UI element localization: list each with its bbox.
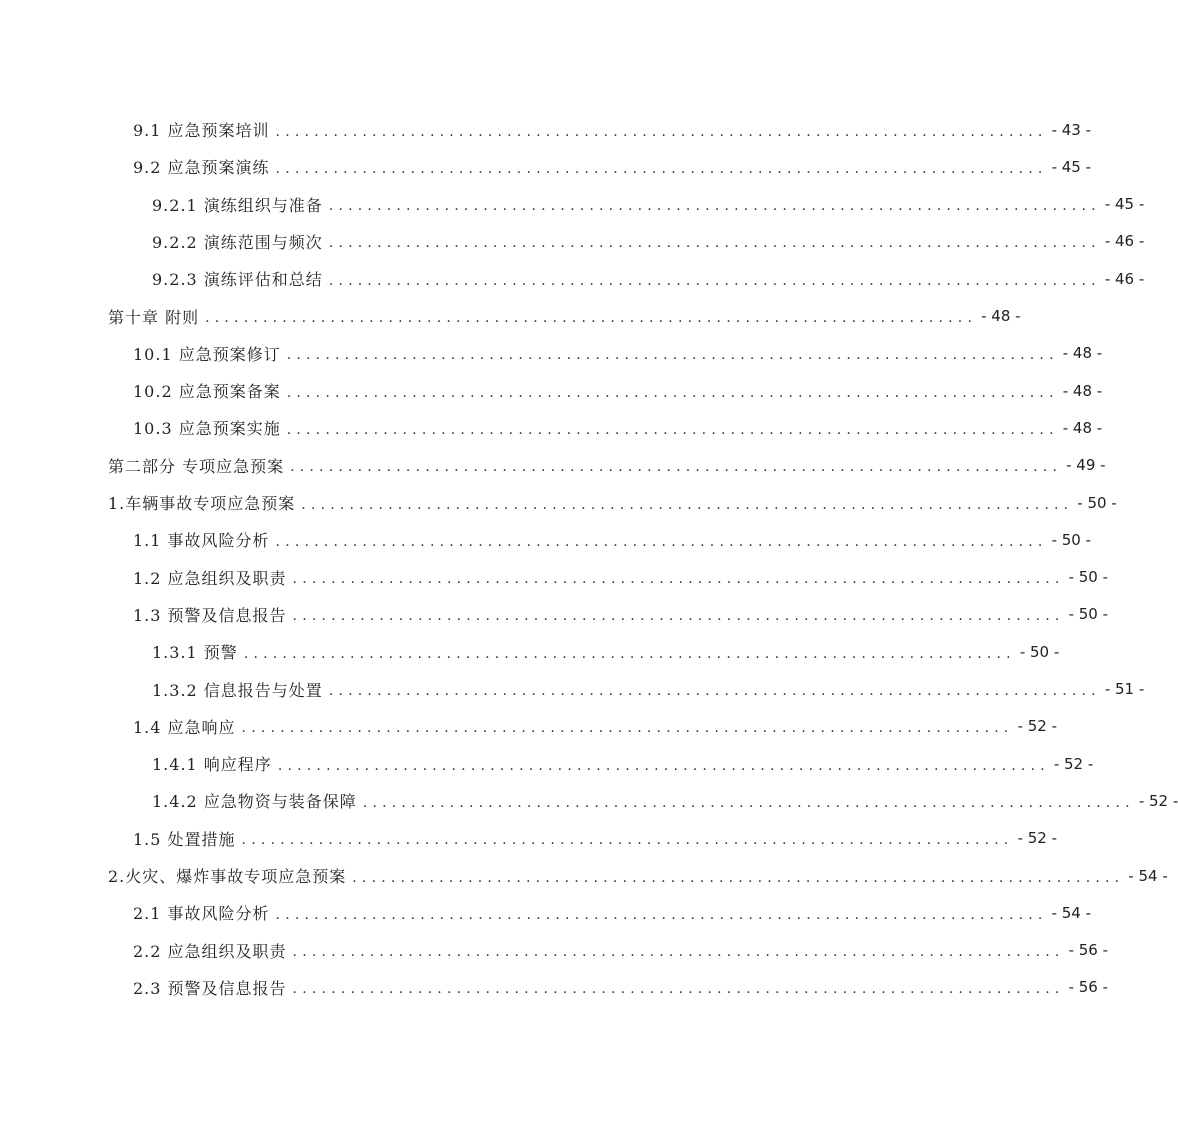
toc-page-number: - 48 - (1062, 381, 1103, 400)
toc-entry-line (152, 260, 1145, 297)
toc-entry-line (133, 969, 1109, 1006)
toc-dot-leader: ................................................................................ (292, 981, 1065, 998)
toc-page-number: - 54 - (1051, 903, 1092, 922)
toc-entry-title: 9.2.1 演练组织与准备 (152, 195, 323, 215)
toc-page-number: - 50 - (1019, 642, 1060, 661)
toc-entry[interactable] (0, 298, 1021, 335)
toc-entry-line (152, 633, 1060, 670)
toc-dot-leader: ................................................................................ (275, 160, 1048, 177)
toc-dot-leader: ................................................................................ (290, 459, 1063, 476)
toc-entry-line (133, 820, 1058, 857)
toc-entry-title: 1.4.1 响应程序 (152, 755, 272, 775)
toc-entry[interactable] (0, 148, 1092, 185)
toc-entry-line (108, 447, 1106, 484)
toc-dot-leader: ................................................................................ (275, 123, 1048, 140)
toc-dot-leader: ................................................................................ (328, 198, 1101, 215)
toc-page-number: - 51 - (1104, 680, 1145, 698)
toc-dot-leader: ................................................................................ (328, 272, 1101, 289)
toc-entry-line (133, 596, 1109, 633)
toc-entry-title: 2.1 事故风险分析 (133, 904, 270, 924)
toc-entry-title: 2.2 应急组织及职责 (133, 941, 287, 961)
toc-entry[interactable] (0, 111, 1092, 148)
toc-entry[interactable] (0, 932, 1109, 969)
toc-entry-title: 1.3 预警及信息报告 (133, 605, 287, 625)
toc-entry-title: 2.3 预警及信息报告 (133, 978, 287, 998)
toc-entry[interactable] (0, 857, 1168, 894)
toc-dot-leader: ................................................................................ (241, 832, 1014, 849)
toc-entry-title: 1.2 应急组织及职责 (133, 568, 287, 588)
toc-entry-title: 1.1 事故风险分析 (133, 531, 270, 551)
toc-entry-line (152, 745, 1094, 782)
toc-entry[interactable] (0, 260, 1145, 297)
toc-page-number: - 56 - (1068, 941, 1109, 960)
toc-page-number: - 54 - (1128, 866, 1168, 885)
toc-entry-title: 1.3.2 信息报告与处置 (152, 680, 323, 700)
toc-page-number: - 46 - (1104, 269, 1145, 288)
toc-entry[interactable] (0, 335, 1103, 372)
toc-entry-title: 10.1 应急预案修订 (133, 344, 281, 364)
toc-entry[interactable] (0, 596, 1109, 633)
toc-entry[interactable] (0, 969, 1109, 1006)
toc-dot-leader: ................................................................................ (301, 496, 1074, 513)
toc-entry-line (152, 782, 1178, 819)
toc-page-number: - 43 - (1051, 120, 1092, 139)
toc-dot-leader: ................................................................................ (328, 683, 1101, 699)
toc-entry[interactable] (0, 484, 1117, 521)
toc-entry-line (133, 521, 1092, 558)
toc-entry-title: 9.2.3 演练评估和总结 (152, 270, 323, 290)
toc-entry-title: 第十章 附则 (108, 307, 200, 327)
toc-entry[interactable] (0, 409, 1103, 446)
toc-entry-title: 9.2 应急预案演练 (133, 158, 270, 178)
toc-entry[interactable] (0, 671, 1145, 708)
toc-entry-line (133, 372, 1103, 409)
toc-entry-line (133, 111, 1092, 148)
toc-entry-title: 1.4.2 应急物资与装备保障 (152, 792, 357, 812)
toc-dot-leader: ................................................................................ (292, 944, 1065, 961)
toc-entry-line (133, 409, 1103, 446)
toc-dot-leader: ................................................................................ (286, 421, 1059, 438)
toc-page-number: - 52 - (1017, 829, 1058, 848)
toc-entry-title: 2.火灾、爆炸事故专项应急预案 (108, 867, 347, 886)
toc-page-number: - 52 - (1053, 754, 1094, 773)
toc-page-number: - 48 - (1062, 418, 1103, 437)
toc-page-number: - 50 - (1051, 530, 1092, 549)
toc-entry-line (152, 223, 1145, 260)
toc-entry-line (133, 894, 1092, 931)
toc-dot-leader: ................................................................................ (275, 533, 1048, 550)
toc-page-number: - 52 - (1017, 717, 1058, 736)
toc-entry-title: 10.3 应急预案实施 (133, 419, 281, 439)
toc-entry[interactable] (0, 745, 1094, 782)
toc-page-number: - 49 - (1066, 456, 1106, 475)
toc-dot-leader: ................................................................................ (243, 645, 1016, 662)
toc-entry[interactable] (0, 782, 1178, 819)
toc-page-number: - 52 - (1138, 791, 1178, 810)
toc-dot-leader: ................................................................................ (292, 608, 1065, 625)
toc-page-number: - 45 - (1104, 195, 1145, 214)
toc-entry-title: 1.车辆事故专项应急预案 (108, 494, 296, 513)
toc-entry[interactable] (0, 186, 1145, 223)
toc-dot-leader: ................................................................................ (292, 571, 1065, 588)
toc-entry-line (133, 335, 1103, 372)
toc-page-number: - 48 - (981, 307, 1021, 325)
toc-dot-leader: ................................................................................ (241, 720, 1014, 737)
toc-page-number: - 46 - (1104, 232, 1145, 251)
toc-dot-leader: ................................................................................ (286, 384, 1059, 401)
toc-page-number: - 56 - (1068, 978, 1109, 997)
toc-entry[interactable] (0, 521, 1092, 558)
toc-entry[interactable] (0, 633, 1060, 670)
toc-entry-title: 1.4 应急响应 (133, 717, 236, 737)
toc-dot-leader: ................................................................................ (277, 757, 1050, 774)
toc-page-number: - 45 - (1051, 157, 1092, 176)
toc-entry-title: 9.2.2 演练范围与频次 (152, 232, 323, 252)
toc-entry[interactable] (0, 559, 1109, 596)
toc-entry-title: 1.3.1 预警 (152, 643, 238, 663)
toc-entry-title: 第二部分 专项应急预案 (108, 456, 285, 476)
toc-entry-line (108, 484, 1117, 521)
toc-entry[interactable] (0, 820, 1058, 857)
toc-entry-line (133, 148, 1092, 185)
toc-entry[interactable] (0, 447, 1106, 484)
toc-dot-leader: ................................................................................ (286, 347, 1059, 364)
toc-page-number: - 50 - (1068, 605, 1109, 624)
toc-entry[interactable] (0, 223, 1145, 260)
toc-entry-line (133, 932, 1109, 969)
toc-entry-title: 9.1 应急预案培训 (133, 121, 270, 140)
toc-dot-leader: ................................................................................ (362, 794, 1135, 811)
toc-entry-title: 1.5 处置措施 (133, 829, 236, 849)
toc-dot-leader: ................................................................................ (352, 869, 1125, 886)
toc-entry-line (152, 671, 1145, 708)
toc-page-number: - 48 - (1062, 344, 1103, 363)
toc-dot-leader: ................................................................................ (205, 310, 978, 326)
toc-page-number: - 50 - (1077, 493, 1117, 512)
toc-entry-line (108, 298, 1021, 335)
toc-entry-line (152, 186, 1145, 223)
toc-entry-line (108, 857, 1168, 894)
toc-entry[interactable] (0, 708, 1058, 745)
toc-entry-title: 10.2 应急预案备案 (133, 382, 281, 402)
toc-entry-line (133, 708, 1058, 745)
toc-dot-leader: ................................................................................ (328, 235, 1101, 252)
toc-entry-line (133, 559, 1109, 596)
toc-page-number: - 50 - (1068, 568, 1109, 587)
toc-entry[interactable] (0, 372, 1103, 409)
toc-entry[interactable] (0, 894, 1092, 931)
toc-dot-leader: ................................................................................ (275, 906, 1048, 923)
